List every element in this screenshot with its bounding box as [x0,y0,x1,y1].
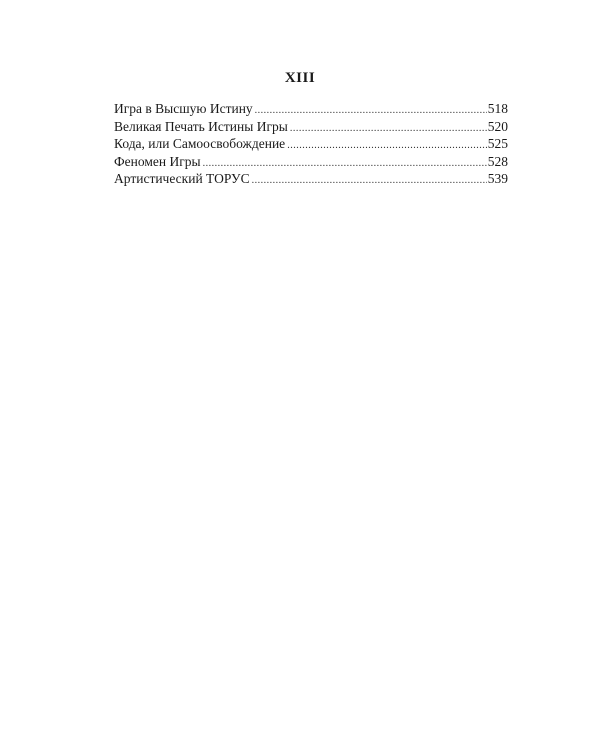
toc-entry-page: 525 [487,136,508,151]
toc-entry-title: Артистический ТОРУС [114,171,250,186]
toc-entry-page: 539 [487,171,508,186]
table-of-contents [114,100,508,188]
toc-entry-page: 528 [487,153,508,169]
toc-entry-title: Игра в Высшую Истину [114,101,253,116]
toc-entry-page: 518 [487,101,508,116]
toc-entry[interactable] [114,153,508,171]
toc-entry[interactable] [114,170,508,188]
toc-dot-leader [290,120,487,138]
toc-entry-page: 520 [487,118,508,134]
toc-entry[interactable] [114,100,508,118]
toc-entry-title: Кода, или Самоосвобождение [114,136,286,151]
toc-entry[interactable] [114,135,508,153]
toc-entry[interactable] [114,118,508,136]
toc-dot-leader [252,172,487,190]
toc-entry-title: Феномен Игры [114,153,201,169]
chapter-number: XIII [284,70,316,86]
toc-dot-leader [287,137,487,155]
toc-entry-title: Великая Печать Истины Игры [114,118,288,134]
toc-dot-leader [255,102,487,120]
